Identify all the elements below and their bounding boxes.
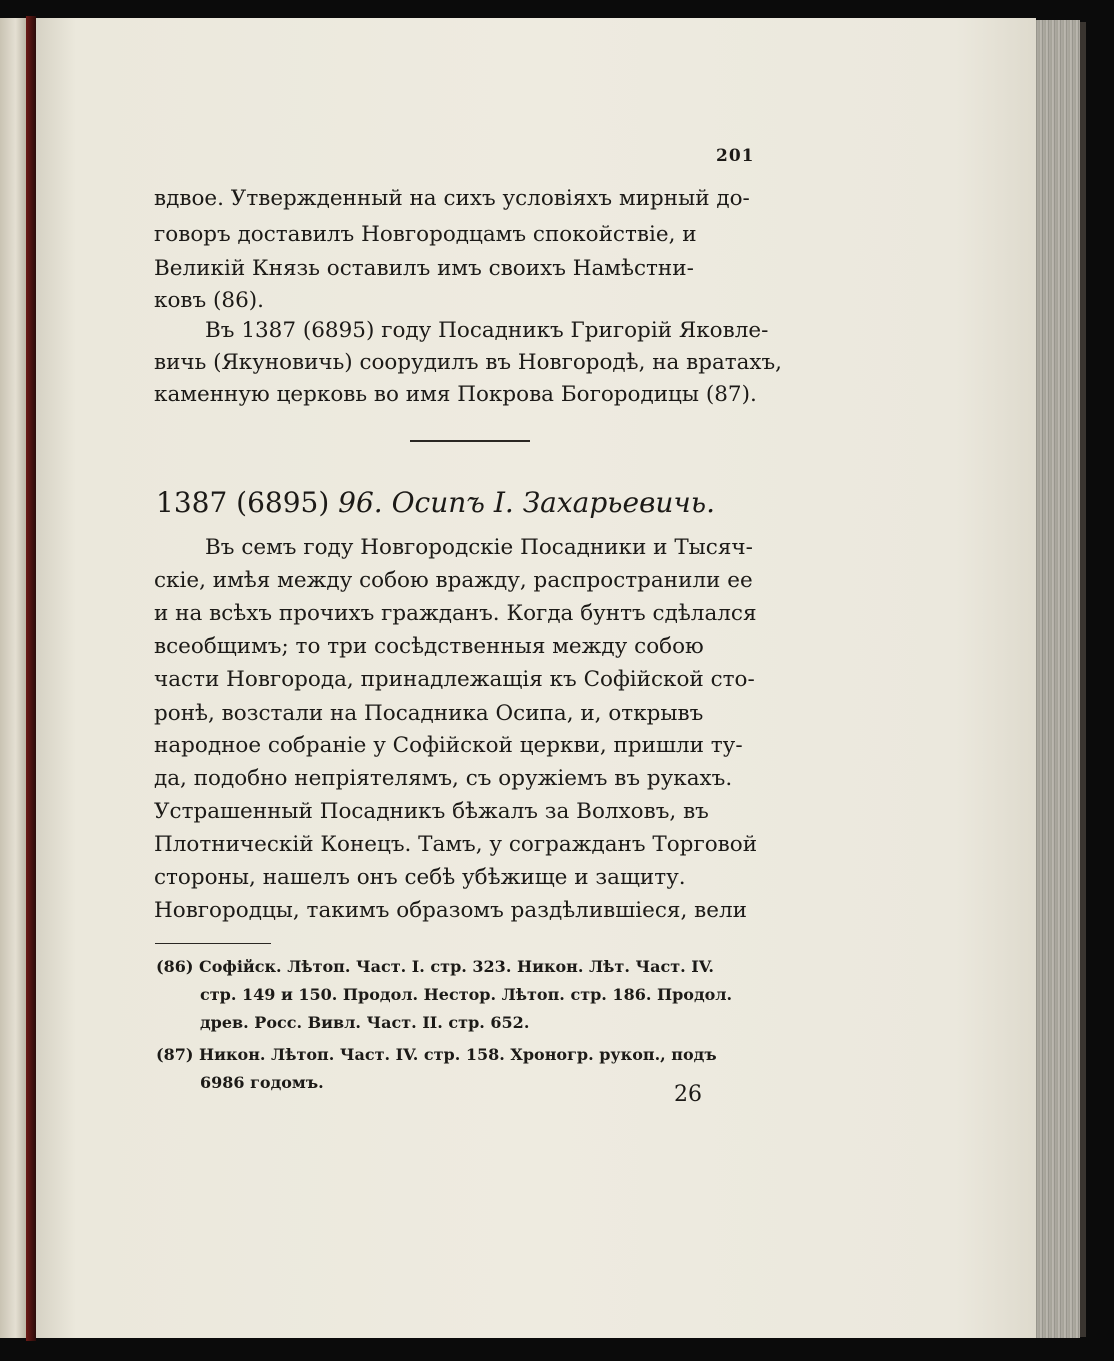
signature-mark: 26 (674, 1082, 702, 1107)
body-line: скіе, имѣя между собою вражду, распространили ее (154, 568, 753, 593)
footnote-line: стр. 149 и 150. Продол. Нестор. Лѣтоп. стр. 186. Продол. (200, 985, 733, 1004)
footnote-line: 6986 годомъ. (200, 1073, 324, 1092)
footnote-rule (155, 943, 271, 944)
body-line: ронѣ, возстали на Посадника Осипа, и, открывъ (154, 701, 704, 726)
body-line: народное собраніе у Софійской церкви, пришли ту- (154, 733, 743, 758)
body-line: стороны, нашелъ онъ себѣ убѣжище и защиту. (154, 865, 686, 890)
body-line: Въ семъ году Новгородскіе Посадники и Тысяч- (205, 535, 753, 560)
binding-cover (26, 16, 36, 1341)
body-line: ковъ (86). (154, 288, 264, 313)
body-line: вдвое. Утвержденный на сихъ условіяхъ мирный до- (154, 186, 750, 211)
body-line: Въ 1387 (6895) году Посадникъ Григорій Яковле- (205, 318, 769, 343)
body-line: всеобщимъ; то три сосѣдственныя между собою (154, 634, 704, 659)
body-line: да, подобно непріятелямъ, съ оружіемъ въ рукахъ. (154, 766, 733, 791)
footnote-line: древ. Росс. Вивл. Част. II. стр. 652. (200, 1013, 530, 1032)
body-line: и на всѣхъ прочихъ гражданъ. Когда бунтъ сдѣлался (154, 601, 757, 626)
body-line: Новгородцы, такимъ образомъ раздѣлившіеся, вели (154, 898, 747, 923)
body-line: Устрашенный Посадникъ бѣжалъ за Волховъ, въ (154, 799, 709, 824)
body-line: Великій Князь оставилъ имъ своихъ Намѣстни- (154, 256, 694, 281)
back-cover-edge (1080, 22, 1086, 1337)
heading-year: 1387 (6895) (156, 486, 330, 519)
body-line: говоръ доставилъ Новгородцамъ спокойствіе, и (154, 222, 697, 247)
body-line: Плотническій Конецъ. Тамъ, у согражданъ Торговой (154, 832, 758, 857)
footnote-line: (87) Никон. Лѣтоп. Част. IV. стр. 158. Хроногр. рукоп., подъ (156, 1045, 717, 1064)
footnote-line: (86) Софійск. Лѣтоп. Част. I. стр. 323. Никон. Лѣт. Част. IV. (156, 957, 714, 976)
body-line: каменную церковь во имя Покрова Богородицы (87). (154, 382, 757, 407)
heading-title: 96. Осипъ I. Захарьевичь. (338, 486, 715, 519)
page-stack-edges (1030, 20, 1080, 1338)
body-line: вичь (Якуновичь) соорудилъ въ Новгородѣ, на вратахъ, (154, 350, 782, 375)
chapter-heading (156, 486, 715, 519)
left-page-edge (0, 18, 28, 1338)
page-number: 201 (716, 146, 755, 166)
section-separator (410, 440, 530, 442)
body-line: части Новгорода, принадлежащія къ Софійской сто- (154, 667, 755, 692)
